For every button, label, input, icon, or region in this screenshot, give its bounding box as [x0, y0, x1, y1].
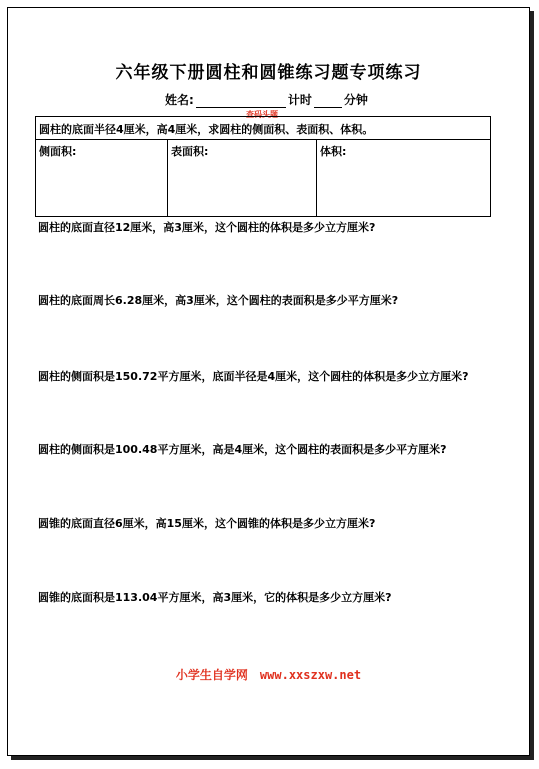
worksheet-page — [7, 7, 530, 756]
name-label: 姓名: — [165, 93, 194, 107]
footer-site-url[interactable]: www.xxszxw.net — [259, 668, 362, 682]
table-question: 圆柱的底面半径4厘米，高4厘米，求圆柱的侧面积、表面积、体积。 — [36, 117, 490, 140]
question-4: 圆柱的侧面积是100.48平方厘米，高是4厘米，这个圆柱的表面积是多少平方厘米? — [38, 443, 447, 456]
footer — [8, 666, 529, 683]
watermark-text: 查码头题 — [246, 110, 278, 119]
question-5: 圆锥的底面直径6厘米，高15厘米，这个圆锥的体积是多少立方厘米? — [38, 517, 376, 530]
student-info-line — [165, 91, 368, 108]
question-1: 圆柱的底面直径12厘米，高3厘米，这个圆柱的体积是多少立方厘米? — [38, 221, 376, 234]
time-label: 计时 — [287, 93, 312, 107]
answer-row — [36, 140, 490, 216]
footer-site-name: 小学生自学网 — [175, 668, 248, 682]
lateral-area-cell: 侧面积: — [36, 140, 168, 216]
time-blank — [314, 95, 342, 108]
page-title: 六年级下册圆柱和圆锥练习题专项练习 — [115, 63, 422, 83]
name-blank — [196, 95, 286, 108]
question-3: 圆柱的侧面积是150.72平方厘米，底面半径是4厘米，这个圆柱的体积是多少立方厘米? — [38, 370, 469, 383]
volume-cell: 体积: — [320, 145, 347, 158]
surface-area-cell: 表面积: — [168, 140, 317, 216]
minute-label: 分钟 — [343, 93, 368, 107]
question-2: 圆柱的底面周长6.28厘米，高3厘米，这个圆柱的表面积是多少平方厘米? — [38, 294, 399, 307]
answer-table — [35, 116, 491, 217]
question-6: 圆锥的底面积是113.04平方厘米，高3厘米，它的体积是多少立方厘米? — [38, 591, 392, 604]
